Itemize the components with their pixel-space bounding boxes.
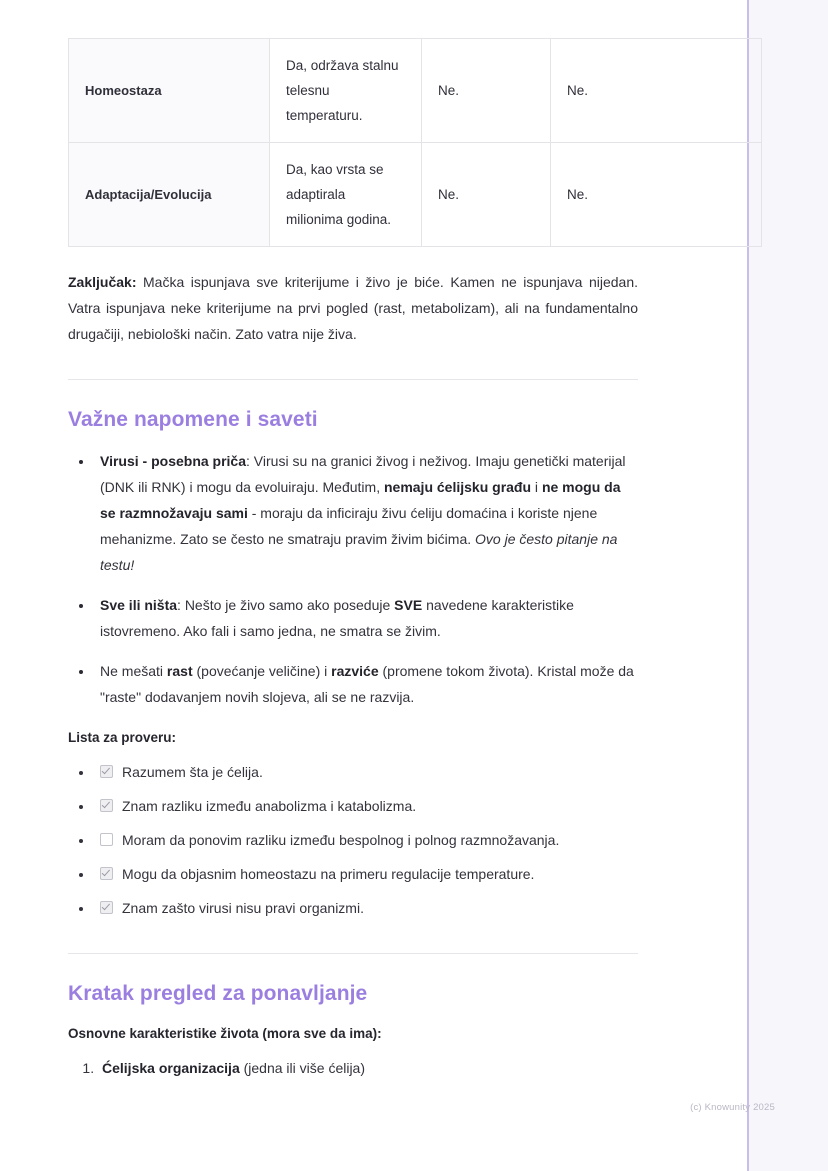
table-row bbox=[69, 143, 762, 247]
list-item bbox=[98, 1055, 638, 1081]
table-cell-stone: Ne. bbox=[422, 143, 551, 247]
review-item-bold: Ćelijska organizacija bbox=[102, 1060, 240, 1076]
review-item-rest: (jedna ili više ćelija) bbox=[239, 1060, 366, 1076]
list-item bbox=[94, 827, 638, 853]
list-item bbox=[94, 658, 638, 710]
conclusion-label: Zaključak: bbox=[68, 274, 137, 290]
table-cell-cat: Da, kao vrsta se adaptirala milionima godina. bbox=[270, 143, 422, 247]
note-italic: Ovo je često pitanje na testu! bbox=[100, 531, 618, 573]
list-item bbox=[94, 448, 638, 578]
note-text-1: : Virusi su na granici živog i neživog. Imaju genetički materijal (DNK ili RNK) i mogu da evoluiraju. Međutim, bbox=[100, 453, 626, 495]
checklist bbox=[68, 759, 638, 921]
list-item bbox=[94, 592, 638, 644]
copyright-notice: (c) Knowunity 2025 bbox=[690, 1102, 775, 1113]
note-bold-2: nemaju ćelijsku građu bbox=[383, 479, 532, 495]
note-text-2: (povećanje veličine) i bbox=[192, 663, 332, 679]
document-content bbox=[68, 0, 638, 1085]
conclusion-paragraph bbox=[68, 269, 638, 347]
checkbox-icon[interactable] bbox=[100, 901, 113, 914]
table-cell-fire: Ne. bbox=[551, 39, 762, 143]
section-divider bbox=[68, 379, 638, 380]
list-item bbox=[94, 895, 638, 921]
note-text-2: navedene karakteristike istovremeno. Ako fali i samo jedna, ne smatra se živim. bbox=[100, 597, 574, 639]
list-item bbox=[94, 759, 638, 785]
list-item bbox=[94, 861, 638, 887]
review-heading: Kratak pregled za ponavljanje bbox=[68, 982, 368, 1005]
note-bold-2: SVE bbox=[394, 597, 423, 613]
table-cell-cat: Da, održava stalnu telesnu temperaturu. bbox=[270, 39, 422, 143]
table-row-label: Adaptacija/Evolucija bbox=[69, 143, 270, 247]
note-bold-3: razviće bbox=[331, 663, 379, 679]
note-text-1: : Nešto je živo samo ako poseduje bbox=[177, 597, 395, 613]
note-lead: Sve ili ništa bbox=[100, 597, 178, 613]
notes-list bbox=[68, 448, 638, 710]
table-row-label: Homeostaza bbox=[69, 39, 270, 143]
checkbox-icon[interactable] bbox=[100, 799, 113, 812]
table-cell-stone: Ne. bbox=[422, 39, 551, 143]
checklist-item-label: Razumem šta je ćelija. bbox=[122, 764, 263, 780]
note-bold-2: rast bbox=[166, 663, 193, 679]
note-bold-3: ne mogu da se razmnožavaju sami bbox=[100, 479, 621, 521]
note-text-3: - moraju da inficiraju živu ćeliju domaćina i koriste njene mehanizme. Zato se često ne smatraju pravim živim bićima. bbox=[100, 505, 598, 547]
checklist-item-label: Znam razliku između anabolizma i katabolizma. bbox=[122, 798, 417, 814]
list-item bbox=[94, 793, 638, 819]
conclusion-text: Mačka ispunjava sve kriterijume i živo je biće. Kamen ne ispunjava nijedan. Vatra ispunjava neke kriterijume na prvi pogled (rast, metabolizam), ali na fundamentalno drugačiji, nebiološki način. Zato vatra nije živa. bbox=[68, 274, 638, 342]
review-subheading: Osnovne karakteristike života (mora sve da ima): bbox=[68, 1026, 382, 1041]
review-list bbox=[68, 1055, 638, 1081]
note-text-3: (promene tokom života). Kristal može da "raste" dodavanjem novih slojeva, ali se ne razvija. bbox=[100, 663, 634, 705]
note-text-1: Ne mešati bbox=[100, 663, 167, 679]
checklist-item-label: Moram da ponovim razliku između bespolnog i polnog razmnožavanja. bbox=[122, 832, 560, 848]
checkbox-icon[interactable] bbox=[100, 765, 113, 778]
note-text-2: i bbox=[531, 479, 542, 495]
table-cell-fire: Ne. bbox=[551, 143, 762, 247]
table-row bbox=[69, 39, 762, 143]
checkbox-icon[interactable] bbox=[100, 867, 113, 880]
notes-heading: Važne napomene i saveti bbox=[68, 408, 318, 431]
checklist-item-label: Znam zašto virusi nisu pravi organizmi. bbox=[122, 900, 364, 916]
checkbox-icon[interactable] bbox=[100, 833, 113, 846]
checklist-heading: Lista za proveru: bbox=[68, 730, 177, 745]
note-lead: Virusi - posebna priča bbox=[100, 453, 247, 469]
comparison-table bbox=[68, 38, 762, 247]
section-divider bbox=[68, 953, 638, 954]
checklist-item-label: Mogu da objasnim homeostazu na primeru regulacije temperature. bbox=[122, 866, 535, 882]
